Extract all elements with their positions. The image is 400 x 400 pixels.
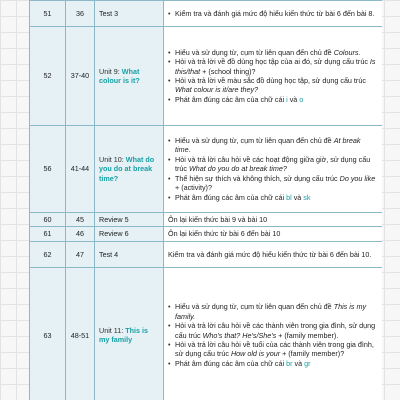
objective-item: [168, 321, 378, 340]
letter-highlight: i: [286, 94, 288, 104]
objective-item: [168, 174, 378, 193]
table-row: [30, 241, 383, 267]
objective-text: + (school thing)?: [200, 66, 256, 76]
objective-text: Kiểm tra và đánh giá mức độ hiểu kiến thức từ bài 6 đến bài 8.: [175, 8, 375, 18]
letter-highlight: gr: [304, 358, 311, 368]
objective-text: Ôn lại kiến thức từ bài 6 đến bài 10: [168, 229, 281, 239]
objective-text: Do you like: [339, 173, 376, 183]
lesson-cell: [95, 227, 164, 241]
table-row: [30, 27, 383, 126]
objective-text: và: [287, 94, 300, 104]
objectives-cell: [164, 126, 383, 213]
objectives-cell: [164, 267, 383, 400]
objective-text: + (family member).: [276, 330, 339, 340]
unit-label: Unit 10:: [99, 154, 126, 164]
pages-cell: 47: [66, 241, 95, 267]
period-cell: 62: [30, 241, 66, 267]
unit-title: This is my family: [99, 325, 149, 345]
objective-text: What colour is it/are they?: [175, 85, 259, 95]
pages-cell: 37-40: [66, 27, 95, 126]
objectives-cell: [164, 213, 383, 227]
objective-item: [168, 302, 378, 321]
pages-cell: 41-44: [66, 126, 95, 213]
lesson-cell: [95, 267, 164, 400]
document-page: [29, 0, 382, 400]
lesson-cell: [95, 241, 164, 267]
objective-text: và: [292, 358, 305, 368]
objective-list: [168, 48, 378, 104]
objective-text: Hỏi và trả lời câu hỏi về tuổi của các thành viên trong gia đình, sử dụng cấu trúc: [175, 340, 374, 359]
lesson-cell: [95, 213, 164, 227]
period-cell: 52: [30, 27, 66, 126]
table-row: [30, 227, 383, 241]
objective-text: Hiểu và sử dụng từ, cụm từ liên quan đến chủ đề: [175, 302, 334, 312]
table-row: [30, 213, 383, 227]
objective-text: Kiểm tra và đánh giá mức độ hiểu kiến thức từ bài 6 đến bài 10.: [168, 249, 372, 259]
objective-text: Hỏi và trả lời về màu sắc đồ dùng học tập, sử dụng cấu trúc: [175, 76, 366, 85]
lesson-title: Review 5: [99, 215, 129, 224]
objective-text: Colours.: [333, 47, 361, 57]
lesson-title: Test 4: [99, 249, 119, 259]
objectives-cell: [164, 227, 383, 241]
objective-text: What do you do at break time?: [188, 164, 287, 174]
lesson-cell: [95, 1, 164, 27]
unit-label: Unit 11:: [99, 325, 126, 335]
period-cell: 63: [30, 267, 66, 400]
objective-item: [168, 136, 378, 155]
pages-cell: 36: [66, 1, 95, 27]
period-cell: 56: [30, 126, 66, 213]
table-row: [30, 267, 383, 400]
objectives-cell: [164, 27, 383, 126]
objective-text: Is this/that: [175, 57, 376, 76]
objectives-cell: [164, 241, 383, 267]
objective-text: At break time.: [175, 136, 361, 155]
table-row: [30, 126, 383, 213]
objective-item: [168, 57, 378, 76]
pages-cell: 45: [66, 213, 95, 227]
objective-text: Ôn lại kiến thức bài 9 và bài 10: [168, 215, 268, 224]
objective-item: [168, 340, 378, 359]
lesson-cell: [95, 27, 164, 126]
objective-text: + (activity)?: [175, 183, 212, 193]
objective-text: Phát âm đúng các âm của chữ cái: [175, 94, 287, 104]
lesson-plan-table: [29, 0, 382, 400]
objective-list: [168, 9, 378, 18]
objective-item: [168, 9, 378, 18]
lesson-cell: [95, 126, 164, 213]
objective-list: [168, 302, 378, 368]
objective-text: This is my family.: [175, 302, 367, 321]
letter-highlight: o: [299, 94, 304, 104]
lesson-title: Review 6: [99, 229, 129, 239]
unit-label: Unit 9:: [99, 66, 122, 76]
objective-text: Phát âm đúng các âm của chữ cái: [175, 192, 287, 202]
period-cell: 51: [30, 1, 66, 27]
objective-text: Hỏi và trả lời câu hỏi về các hoạt động giữa giờ, sử dụng cấu trúc: [175, 154, 371, 174]
period-cell: 60: [30, 213, 66, 227]
objective-text: Hỏi và trả lời câu hỏi về các thành viên trong gia đình, sử dụng cấu trúc: [175, 321, 376, 340]
objective-item: [168, 76, 378, 95]
objective-item: [168, 193, 378, 202]
letter-highlight: br: [286, 358, 293, 368]
objective-item: [168, 95, 378, 104]
unit-title: What colour is it?: [99, 66, 140, 85]
objective-text: Hiểu và sử dụng từ, cụm từ liên quan đến chủ đề: [175, 136, 334, 146]
table-row: [30, 1, 383, 27]
letter-highlight: sk: [303, 192, 311, 202]
objectives-cell: [164, 1, 383, 27]
objective-item: [168, 48, 378, 57]
period-cell: 61: [30, 227, 66, 241]
objective-text: Hỏi và trả lời về đồ dùng học tập của ai đó, sử dụng cấu trúc: [175, 57, 370, 67]
objective-text: How old is your: [230, 349, 281, 359]
objective-item: [168, 155, 378, 174]
unit-title: What do you do at break time?: [99, 154, 155, 183]
pages-cell: 46: [66, 227, 95, 241]
objective-text: Thể hiện sự thích và không thích, sử dụng cấu trúc: [175, 173, 340, 183]
objective-text: + (family member)?: [280, 349, 345, 359]
objective-list: [168, 136, 378, 202]
objective-item: [168, 359, 378, 368]
lesson-title: Test 3: [99, 8, 119, 18]
objective-text: Who's that? He's/She's: [202, 330, 277, 340]
letter-highlight: bl: [286, 192, 292, 202]
pages-cell: 48-51: [66, 267, 95, 400]
objective-text: Phát âm đúng các âm của chữ cái: [175, 358, 287, 368]
objective-text: và: [291, 192, 304, 202]
objective-text: Hiểu và sử dụng từ, cụm từ liên quan đến chủ đề: [175, 47, 334, 57]
